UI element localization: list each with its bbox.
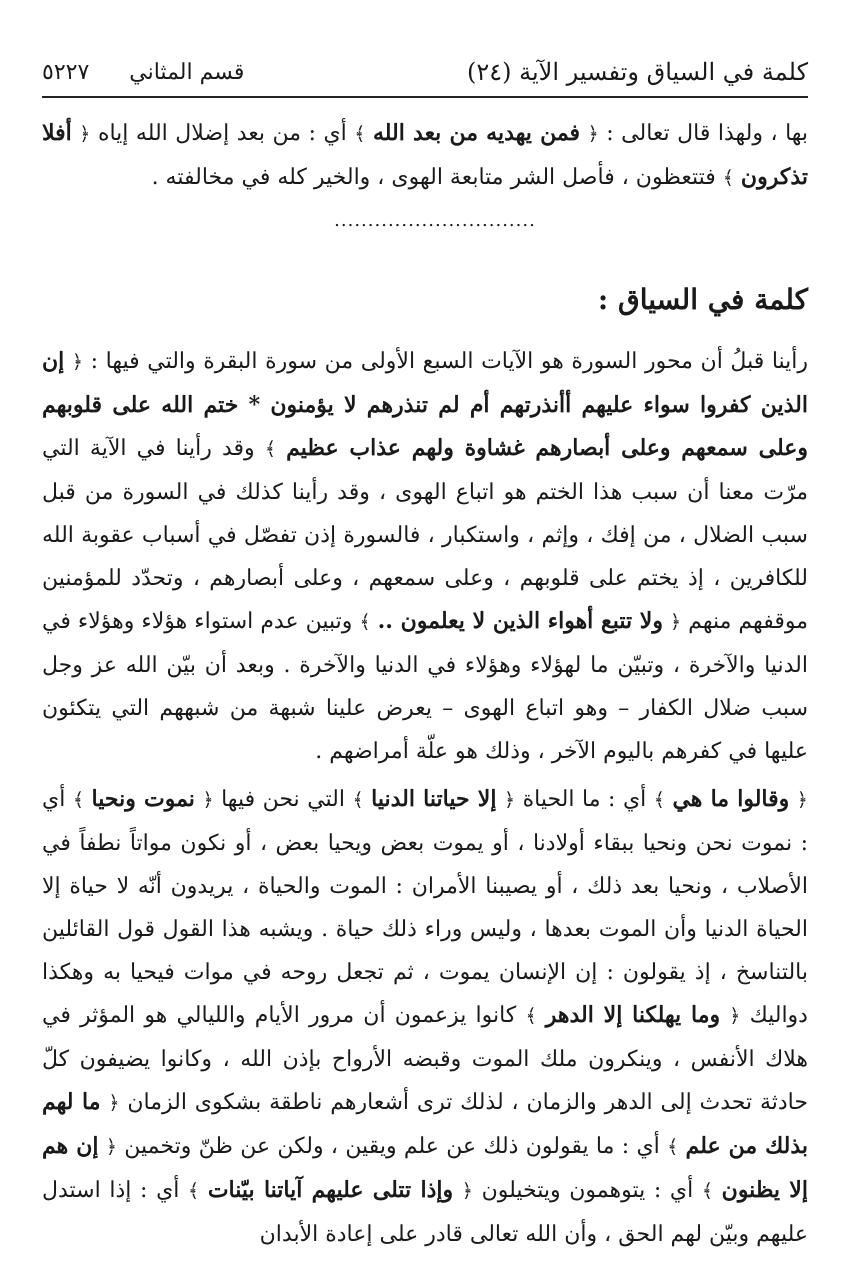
- text-run: وقد رأينا في الآية التي مرّت معنا أن سبب هذا الختم هو اتباع الهوى ، وقد رأينا كذلك في السورة من قبل سبب الضلال ، من إفك ، وإثم ، واستكبار ، فالسورة إذن تفصّل في أسباب عقوبة الله للكافرين ، إذ يختم على قلوبهم ، وعلى سمعهم ، وعلى أبصارهم ، وتحدّد للمؤمنين موقفهم منهم: [42, 436, 808, 634]
- text-run: كانوا يزعمون أن مرور الأيام والليالي هو المؤثر في هلاك الأنفس ، وينكرون ملك الموت وقبضه الأرواح بإذن الله ، وكانوا يضيفون كلّ حادثة تحدث إلى الدهر والزمان ، لذلك ترى أشعارهم ناطقة بشكوى الزمان: [42, 1003, 808, 1115]
- section-heading: كلمة في السياق :: [597, 283, 808, 316]
- quran-quote: وإذا تتلى عليهم آياتنا بيّنات: [207, 1177, 454, 1203]
- quran-quote: وقالوا ما هي: [672, 786, 790, 812]
- quran-quote: نموت ونحيا: [91, 786, 195, 812]
- quran-quote: إلا حياتنا الدنيا: [371, 786, 497, 812]
- running-header: [42, 52, 808, 92]
- text-run: أي : ما الحياة: [522, 787, 647, 812]
- text-run: أي : إذا استدل عليهم وبيّن لهم الحق ، وأن الله تعالى قادر على إعادة الأبدان: [42, 1178, 808, 1247]
- text-run: بها ، ولهذا قال تعالى :: [606, 121, 809, 146]
- quran-quote: وما يهلكنا إلا الدهر: [545, 1002, 721, 1028]
- text-run: التي نحن فيها: [221, 787, 345, 812]
- quran-quote: أفلا تذكرون: [42, 120, 808, 190]
- text-run: أي : ما يقولون ذلك عن علم ويقين ، ولكن عن ظنّ وتخمين: [124, 1134, 660, 1159]
- page-number: ٥٢٢٧: [42, 59, 90, 85]
- section-separator: ..............................: [334, 210, 536, 231]
- text-run: فتتعظون ، فأصل الشر متابعة الهوى ، والخير كله في مخالفته .: [151, 165, 716, 190]
- quran-quote: ما لهم بذلك من علم: [42, 1089, 808, 1159]
- text-run: رأينا قبلُ أن محور السورة هو الآيات السبع الأولى من سورة البقرة والتي فيها :: [90, 349, 809, 374]
- quran-quote: فمن يهديه من بعد الله: [372, 120, 581, 146]
- quran-quote: ولا تتبع أهواء الذين لا يعلمون ..: [377, 608, 663, 634]
- commentary-paragraph: ﴿ وقالوا ما هي ﴾ أي : ما الحياة ﴿ إلا حياتنا الدنيا ﴾ التي نحن فيها ﴿ نموت ونحيا ﴾ أي : نموت نحن ونحيا ببقاء أولادنا ، أو يموت بعض ويحيا بعض ، أو نكون مواتاً نطفاً في الأصلاب ، ونحيا بعد ذلك ، أو يصيبنا الأمران : الموت والحياة ، يريدون أنّه لا حياة إلا الحياة الدنيا وأن الموت بعدها ، وليس وراء ذلك حياة . ويشبه هذا القول قول القائلين بالتناسخ ، إذ يقولون : إن الإنسان يموت ، ثم تجعل روحه في موات فيحيا به وهكذا دواليك ﴿ وما يهلكنا إلا الدهر ﴾ كانوا يزعمون أن مرور الأيام والليالي هو المؤثر في هلاك الأنفس ، وينكرون ملك الموت وقبضه الأرواح بإذن الله ، وكانوا يضيفون كلّ حادثة تحدث إلى الدهر والزمان ، لذلك ترى أشعارهم ناطقة بشكوى الزمان ﴿ ما لهم بذلك من علم ﴾ أي : ما يقولون ذلك عن علم ويقين ، ولكن عن ظنّ وتخمين ﴿ إن هم إلا يظنون ﴾ أي : يتوهمون ويتخيلون ﴿ وإذا تتلى عليهم آياتنا بيّنات ﴾ أي : إذا استدل عليهم وبيّن لهم الحق ، وأن الله تعالى قادر على إعادة الأبدان: [42, 786, 808, 1247]
- top-paragraph: بها ، ولهذا قال تعالى : ﴿ فمن يهديه من بعد الله ﴾ أي : من بعد إضلال الله إياه ﴿ أفلا تذكرون ﴾ فتتعظون ، فأصل الشر متابعة الهوى ، والخير كله في مخالفته .: [42, 120, 809, 190]
- text-run: وتبين عدم استواء هؤلاء وهؤلاء في الدنيا والآخرة ، وتبيّن ما لهؤلاء وهؤلاء في الدنيا والآخرة . وبعد أن بيّن الله عز وجل سبب ضلال الكفار – وهو اتباع الهوى – يعرض علينا شبهة من شبههم التي يتكئون عليها في كفرهم باليوم الآخر ، وذلك هو علّة أمراضهم .: [42, 609, 808, 764]
- quran-quote: إن هم إلا يظنون: [42, 1133, 808, 1203]
- section-name: قسم المثاني: [129, 59, 245, 85]
- quran-quote: إن الذين كفروا سواء عليهم أأنذرتهم أم لم تنذرهم لا يؤمنون * ختم الله على قلوبهم وعلى سمعهم وعلى أبصارهم غشاوة ولهم عذاب عظيم: [42, 348, 809, 461]
- context-paragraph: رأينا قبلُ أن محور السورة هو الآيات السبع الأولى من سورة البقرة والتي فيها : ﴿ إن الذين كفروا سواء عليهم أأنذرتهم أم لم تنذرهم لا يؤمنون * ختم الله على قلوبهم وعلى سمعهم وعلى أبصارهم غشاوة ولهم عذاب عظيم ﴾ وقد رأينا في الآية التي مرّت معنا أن سبب هذا الختم هو اتباع الهوى ، وقد رأينا كذلك في السورة من قبل سبب الضلال ، من إفك ، وإثم ، واستكبار ، فالسورة إذن تفصّل في أسباب عقوبة الله للكافرين ، إذ يختم على قلوبهم ، وعلى سمعهم ، وعلى أبصارهم ، وتحدّد للمؤمنين موقفهم منهم ﴿ ولا تتبع أهواء الذين لا يعلمون .. ﴾ وتبين عدم استواء هؤلاء وهؤلاء في الدنيا والآخرة ، وتبيّن ما لهؤلاء وهؤلاء في الدنيا والآخرة . وبعد أن بيّن الله عز وجل سبب ضلال الكفار – وهو اتباع الهوى – يعرض علينا شبهة من شبههم التي يتكئون عليها في كفرهم باليوم الآخر ، وذلك هو علّة أمراضهم .: [42, 348, 809, 764]
- text-run: أي : يتوهمون ويتخيلون: [481, 1178, 694, 1203]
- text-run: أي : من بعد إضلال الله إياه: [97, 121, 347, 146]
- header-rule: [42, 96, 808, 98]
- chapter-title: كلمة في السياق وتفسير الآية (٢٤): [466, 58, 808, 86]
- text-run: أي : نموت نحن ونحيا ببقاء أولادنا ، أو يموت بعض ويحيا بعض ، أو نكون مواتاً نطفاً في الأصلاب ، ونحيا بعد ذلك ، أو يصيبنا الأمران : الموت والحياة ، يريدون أنّه لا حياة إلا الحياة الدنيا وأن الموت بعدها ، وليس وراء ذلك حياة . ويشبه هذا القول قول القائلين بالتناسخ ، إذ يقولون : إن الإنسان يموت ، ثم تجعل روحه في موات فيحيا به وهكذا دواليك: [42, 787, 808, 1028]
